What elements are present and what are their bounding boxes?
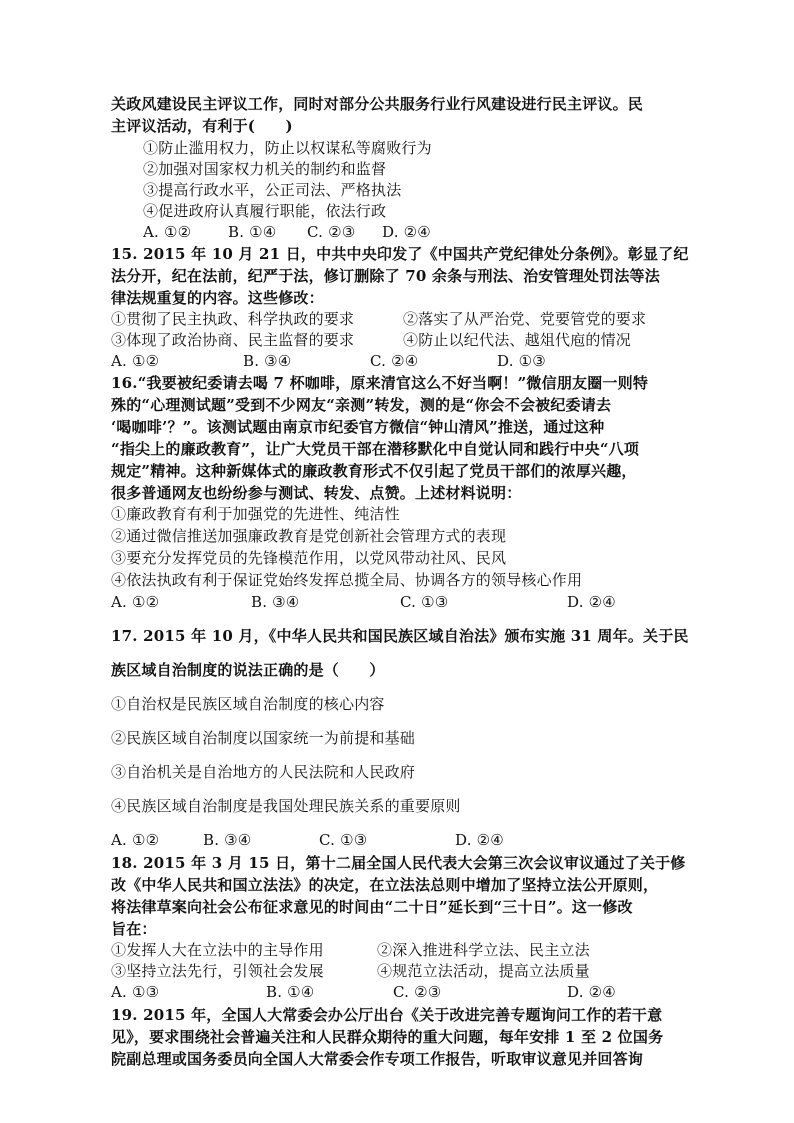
q18-line4: 旨在：	[111, 920, 157, 938]
q16-line1: 16.“我要被纪委请去喝 7 杯咖啡，原来清官这么不好当啊！”微信朋友圈一则特	[111, 374, 649, 392]
q14-item-1: ①防止滥用权力，防止以权谋私等腐败行为	[143, 139, 432, 157]
q14-item-4: ④促进政府认真履行职能，依法行政	[143, 202, 387, 220]
q16-item-2: ②通过微信推送加强廉政教育是党创新社会管理方式的表现	[111, 527, 507, 545]
q16-line6: 很多普通网友也纷纷参与测试、转发、点赞。上述材料说明：	[111, 484, 522, 502]
q16-item-3: ③要充分发挥党员的先锋模范作用，以党风带动社风、民风	[111, 549, 507, 567]
q16-line5: 规定”精神。这种新媒体式的廉政教育形式不仅引起了党员干部们的浓厚兴趣，	[111, 462, 637, 480]
q17-item-4: ④民族区域自治制度是我国处理民族关系的重要原则	[111, 797, 461, 815]
q17-option-c: C. ①③	[319, 831, 368, 849]
q16-item-1: ①廉政教育有利于加强党的先进性、纯洁性	[111, 505, 400, 523]
q15-option-d: D. ①③	[497, 352, 546, 370]
q18-item-4: ④规范立法活动，提高立法质量	[377, 962, 590, 980]
q17-line2: 族区域自治制度的说法正确的是（ ）	[111, 661, 385, 679]
q18-option-d: D. ②④	[567, 983, 616, 1001]
q14-item-3: ③提高行政水平，公正司法、严格执法	[143, 181, 402, 199]
q17-option-d: D. ②④	[455, 831, 504, 849]
q14-line1: 关政风建设民主评议工作，同时对部分公共服务行业行风建设进行民主评议。民	[111, 95, 644, 113]
q19-line1: 19. 2015 年，全国人大常委会办公厅出台《关于改进完善专题询问工作的若干意	[111, 1006, 663, 1024]
q15-item-4: ④防止以纪代法、越俎代庖的情况	[403, 331, 632, 349]
q14-option-d: D. ②④	[382, 223, 431, 241]
q18-option-c: C. ②③	[393, 983, 442, 1001]
q15-option-b: B. ③④	[243, 352, 292, 370]
q19-line3: 院副总理或国务委员向全国人大常委会作专项工作报告，听取审议意见并回答询	[111, 1050, 644, 1068]
q15-line1: 15. 2015 年 10 月 21 日，中共中央印发了《中国共产党纪律处分条例》。彰显了纪	[111, 245, 689, 263]
q15-option-a: A. ①②	[111, 352, 160, 370]
q15-line2: 法分开，纪在法前，纪严于法，修订删除了 70 余条与刑法、治安管理处罚法等法	[111, 267, 660, 285]
q16-option-d: D. ②④	[567, 593, 616, 611]
q14-option-a: A. ①②	[143, 223, 192, 241]
q15-line3: 律法规重复的内容。这些修改：	[111, 289, 324, 307]
q19-line2: 见》，要求围绕社会普遍关注和人民群众期待的重大问题，每年安排 1 至 2 位国务	[111, 1028, 664, 1046]
q16-option-a: A. ①②	[111, 593, 160, 611]
q15-item-3: ③体现了政治协商、民主监督的要求	[111, 331, 355, 349]
q16-item-4: ④依法执政有利于保证党始终发挥总揽全局、协调各方的领导核心作用	[111, 571, 583, 589]
q17-option-b: B. ③④	[203, 831, 252, 849]
q18-line3: 将法律草案向社会公布征求意见的时间由“二十日”延长到“三十日”。这一修改	[111, 898, 633, 916]
q16-line4: “指尖上的廉政教育”，让广大党员干部在潜移默化中自觉认同和践行中央“八项	[111, 440, 640, 458]
q17-option-a: A. ①②	[111, 831, 160, 849]
q15-item-1: ①贯彻了民主执政、科学执政的要求	[111, 310, 355, 328]
q16-line3: ‘喝咖啡’？”。该测试题由南京市纪委官方微信“钟山清风”推送，通过这种	[111, 418, 605, 436]
q14-option-c: C. ②③	[307, 223, 356, 241]
q17-line1: 17. 2015 年 10 月，《中华人民共和国民族区域自治法》颁布实施 31 周年。关于民	[111, 627, 689, 645]
q18-line2: 改《中华人民共和国立法法》的决定，在立法法总则中增加了坚持立法公开原则，	[111, 876, 659, 894]
q14-option-b: B. ①④	[228, 223, 277, 241]
q15-option-c: C. ②④	[370, 352, 419, 370]
q17-item-2: ②民族区域自治制度以国家统一为前提和基础	[111, 729, 416, 747]
q14-item-2: ②加强对国家权力机关的制约和监督	[143, 160, 387, 178]
q16-line2: 殊的“心理测试题”受到不少网友“亲测”转发，测的是“你会不会被纪委请去	[111, 396, 612, 414]
q18-option-a: A. ①③	[111, 983, 160, 1001]
q14-line2: 主评议活动，有利于( )	[111, 117, 293, 135]
q18-item-1: ①发挥人大在立法中的主导作用	[111, 941, 324, 959]
q18-line1: 18. 2015 年 3 月 15 日，第十二届全国人民代表大会第三次会议审议通过了关于修	[111, 854, 686, 872]
q17-item-1: ①自治权是民族区域自治制度的核心内容	[111, 695, 385, 713]
q18-item-2: ②深入推进科学立法、民主立法	[377, 941, 590, 959]
q16-option-c: C. ①③	[400, 593, 449, 611]
q16-option-b: B. ③④	[251, 593, 300, 611]
q18-item-3: ③坚持立法先行，引领社会发展	[111, 962, 324, 980]
q17-item-3: ③自治机关是自治地方的人民法院和人民政府	[111, 763, 416, 781]
q15-item-2: ②落实了从严治党、党要管党的要求	[403, 310, 647, 328]
q18-option-b: B. ①④	[266, 983, 315, 1001]
